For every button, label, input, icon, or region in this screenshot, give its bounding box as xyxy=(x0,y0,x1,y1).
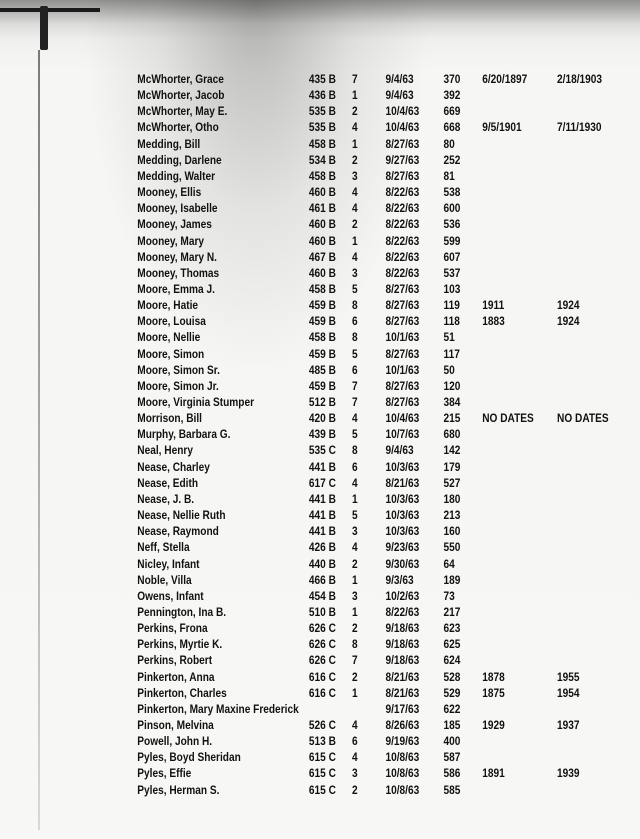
record-row xyxy=(0,575,563,591)
record-lot: 458 B xyxy=(308,138,336,151)
record-space: 6 xyxy=(352,736,358,749)
record-date: 9/27/63 xyxy=(385,154,420,167)
record-born: 1891 xyxy=(482,768,505,781)
record-lot: 458 B xyxy=(308,170,336,183)
record-name: Nease, Raymond xyxy=(137,526,219,539)
record-space: 4 xyxy=(352,203,358,216)
record-lot: 458 B xyxy=(308,332,336,345)
record-date: 8/27/63 xyxy=(385,397,420,409)
binding-clip xyxy=(40,6,48,50)
record-date: 8/22/63 xyxy=(385,267,420,280)
record-space: 8 xyxy=(352,639,358,652)
record-space: 4 xyxy=(352,720,358,732)
record-lot: 510 B xyxy=(308,606,336,619)
record-space: 1 xyxy=(352,235,358,248)
record-lot: 467 B xyxy=(308,251,336,264)
record-page: 160 xyxy=(443,526,461,539)
record-row xyxy=(0,429,563,445)
record-row xyxy=(0,752,563,768)
record-page: 185 xyxy=(443,720,461,732)
record-space: 5 xyxy=(352,348,358,361)
record-row xyxy=(0,413,609,429)
record-page: 527 xyxy=(443,477,461,490)
record-row xyxy=(0,542,563,558)
record-page: 550 xyxy=(443,542,461,555)
record-space: 2 xyxy=(352,623,358,636)
record-page: 529 xyxy=(443,687,461,700)
record-page: 180 xyxy=(443,493,461,506)
record-date: 8/27/63 xyxy=(385,348,420,361)
record-name: Owens, Infant xyxy=(137,590,204,603)
record-lot: 435 B xyxy=(308,74,336,86)
record-date: 9/30/63 xyxy=(385,558,420,571)
record-date: 10/8/63 xyxy=(385,752,420,765)
record-row xyxy=(0,203,563,219)
record-date: 9/4/63 xyxy=(385,90,414,103)
record-lot: 534 B xyxy=(308,154,336,167)
record-row xyxy=(0,720,580,736)
record-page: 392 xyxy=(443,90,461,103)
record-lot: 459 B xyxy=(308,348,336,361)
record-page: 668 xyxy=(443,122,461,135)
record-name: Moore, Simon Jr. xyxy=(137,380,219,393)
record-page: 587 xyxy=(443,752,461,765)
record-name: Neff, Stella xyxy=(137,542,190,555)
record-died: 1924 xyxy=(557,300,580,313)
record-date: 8/21/63 xyxy=(385,671,420,684)
record-space: 3 xyxy=(352,526,358,539)
record-row xyxy=(0,655,563,671)
record-page: 81 xyxy=(443,170,455,183)
record-lot: 441 B xyxy=(308,526,336,539)
record-lot: 458 B xyxy=(308,283,336,296)
record-lot: 616 C xyxy=(308,687,336,700)
record-date: 9/4/63 xyxy=(385,74,414,86)
record-space: 2 xyxy=(352,219,358,232)
record-page: 51 xyxy=(443,332,455,345)
record-name: Nease, Nellie Ruth xyxy=(137,510,226,523)
binding-mark xyxy=(0,8,100,12)
record-lot: 535 B xyxy=(308,122,336,135)
record-name: Nease, J. B. xyxy=(137,493,195,506)
record-name: Medding, Bill xyxy=(137,138,201,151)
record-space: 2 xyxy=(352,671,358,684)
record-lot: 616 C xyxy=(308,671,336,684)
record-lot: 513 B xyxy=(308,736,336,749)
record-date: 10/3/63 xyxy=(385,493,420,506)
record-space: 2 xyxy=(352,154,358,167)
record-space: 8 xyxy=(352,300,358,313)
record-page: 528 xyxy=(443,671,461,684)
record-space: 5 xyxy=(352,283,358,296)
record-row xyxy=(0,768,580,784)
record-lot: 615 C xyxy=(308,784,336,797)
record-space: 2 xyxy=(352,558,358,571)
record-date: 8/21/63 xyxy=(385,687,420,700)
record-name: Perkins, Robert xyxy=(137,655,213,668)
record-page: 213 xyxy=(443,510,461,523)
record-row xyxy=(0,462,563,478)
record-name: McWhorter, Jacob xyxy=(137,90,225,103)
record-lot: 420 B xyxy=(308,413,336,426)
record-born: 1883 xyxy=(482,316,505,329)
record-born: 1878 xyxy=(482,671,505,684)
record-name: Mooney, Ellis xyxy=(137,187,202,200)
record-lot: 535 B xyxy=(308,106,336,119)
record-name: Moore, Simon Sr. xyxy=(137,364,220,377)
record-lot: 459 B xyxy=(308,380,336,393)
record-date: 8/22/63 xyxy=(385,203,420,216)
record-date: 8/22/63 xyxy=(385,251,420,264)
record-date: 8/27/63 xyxy=(385,316,420,329)
record-space: 1 xyxy=(352,493,358,506)
record-page: 536 xyxy=(443,219,461,232)
record-row xyxy=(0,219,563,235)
record-page: 622 xyxy=(443,703,461,716)
record-date: 10/3/63 xyxy=(385,510,420,523)
record-date: 9/23/63 xyxy=(385,542,420,555)
record-born: 6/20/1897 xyxy=(482,74,528,86)
record-lot: 461 B xyxy=(308,203,336,216)
record-lot: 460 B xyxy=(308,235,336,248)
record-name: Moore, Nellie xyxy=(137,332,201,345)
record-space: 6 xyxy=(352,364,358,377)
record-lot: 459 B xyxy=(308,316,336,329)
record-page: 217 xyxy=(443,606,461,619)
record-page: 118 xyxy=(443,316,460,329)
record-lot: 626 C xyxy=(308,623,336,636)
record-name: Moore, Simon xyxy=(137,348,205,361)
record-date: 10/7/63 xyxy=(385,429,420,442)
record-born: 1929 xyxy=(482,720,505,732)
record-page: 189 xyxy=(443,574,461,587)
record-lot: 460 B xyxy=(308,219,336,232)
record-page: 585 xyxy=(443,784,461,797)
record-row xyxy=(0,90,563,106)
record-name: McWhorter, Grace xyxy=(137,74,224,86)
record-space: 4 xyxy=(352,542,358,555)
record-name: Pennington, Ina B. xyxy=(137,606,227,619)
record-row xyxy=(0,687,580,704)
record-page: 120 xyxy=(443,380,461,393)
record-born: NO DATES xyxy=(482,413,534,426)
record-name: Medding, Walter xyxy=(137,170,216,183)
record-date: 10/4/63 xyxy=(385,122,420,135)
record-space: 4 xyxy=(352,413,358,426)
record-lot: 436 B xyxy=(308,90,336,103)
record-row xyxy=(0,252,563,268)
record-page: 179 xyxy=(443,461,461,474)
record-died: NO DATES xyxy=(557,413,609,426)
record-lot: 466 B xyxy=(308,574,336,587)
record-born: 1875 xyxy=(482,687,505,700)
record-lot: 440 B xyxy=(308,558,336,571)
record-page: 680 xyxy=(443,429,461,442)
record-row xyxy=(0,74,603,90)
record-row xyxy=(0,187,563,203)
record-date: 8/26/63 xyxy=(385,720,420,732)
record-lot: 454 B xyxy=(308,590,336,603)
record-row xyxy=(0,139,563,155)
record-date: 8/21/63 xyxy=(385,477,420,490)
record-died: 7/11/1930 xyxy=(557,122,602,135)
record-space: 8 xyxy=(352,332,358,345)
record-name: Nease, Charley xyxy=(137,461,210,474)
record-page: 50 xyxy=(443,364,455,377)
record-name: Mooney, Thomas xyxy=(137,267,220,280)
record-date: 9/17/63 xyxy=(385,703,420,716)
record-row xyxy=(0,478,563,494)
record-space: 3 xyxy=(352,768,358,781)
record-date: 10/8/63 xyxy=(385,784,420,797)
record-space: 7 xyxy=(352,397,358,409)
record-space: 4 xyxy=(352,752,358,765)
record-space: 4 xyxy=(352,251,358,264)
record-lot: 617 C xyxy=(308,477,336,490)
record-space: 1 xyxy=(352,138,358,151)
record-lot: 512 B xyxy=(308,397,336,409)
record-page: 669 xyxy=(443,106,461,119)
record-name: Moore, Emma J. xyxy=(137,283,215,296)
record-name: Pinkerton, Anna xyxy=(137,671,215,684)
record-row xyxy=(0,171,563,187)
record-row xyxy=(0,639,563,655)
record-name: Pinson, Melvina xyxy=(137,720,214,732)
record-date: 10/1/63 xyxy=(385,364,420,377)
record-page: 623 xyxy=(443,623,461,636)
record-space: 8 xyxy=(352,445,358,458)
record-row xyxy=(0,122,602,138)
record-date: 8/27/63 xyxy=(385,283,420,296)
record-date: 8/27/63 xyxy=(385,300,420,313)
record-date: 8/22/63 xyxy=(385,235,420,248)
record-space: 3 xyxy=(352,267,358,280)
record-row xyxy=(0,785,563,801)
record-row xyxy=(0,510,563,526)
record-page: 599 xyxy=(443,235,461,248)
record-date: 10/1/63 xyxy=(385,332,420,345)
record-lot: 439 B xyxy=(308,429,336,442)
record-date: 9/3/63 xyxy=(385,574,414,587)
record-space: 2 xyxy=(352,784,358,797)
record-space: 3 xyxy=(352,590,358,603)
record-page: 400 xyxy=(443,736,461,749)
record-row xyxy=(0,607,563,623)
record-lot: 441 B xyxy=(308,461,336,474)
record-lot: 615 C xyxy=(308,768,336,781)
record-page: 73 xyxy=(443,590,455,603)
record-space: 6 xyxy=(352,461,358,474)
record-space: 6 xyxy=(352,316,358,329)
record-row xyxy=(0,623,563,639)
record-space: 1 xyxy=(352,687,358,700)
record-row xyxy=(0,591,563,607)
record-date: 8/22/63 xyxy=(385,187,420,200)
record-name: Pyles, Effie xyxy=(137,768,192,781)
record-page: 538 xyxy=(443,187,461,200)
record-date: 10/4/63 xyxy=(385,413,420,426)
record-date: 8/22/63 xyxy=(385,606,420,619)
record-lot: 626 C xyxy=(308,639,336,652)
record-name: Pyles, Boyd Sheridan xyxy=(137,752,241,765)
record-page: 607 xyxy=(443,251,461,264)
record-row xyxy=(0,381,563,397)
record-name: Neal, Henry xyxy=(137,445,193,458)
record-date: 8/27/63 xyxy=(385,170,420,183)
record-page: 142 xyxy=(443,445,461,458)
record-lot: 626 C xyxy=(308,655,336,668)
record-date: 8/22/63 xyxy=(385,219,420,232)
record-page: 64 xyxy=(443,558,455,571)
record-row xyxy=(0,106,563,122)
record-name: Pinkerton, Charles xyxy=(137,687,227,700)
record-name: Pyles, Herman S. xyxy=(137,784,220,797)
record-row xyxy=(0,236,563,252)
record-space: 7 xyxy=(352,380,358,393)
record-space: 1 xyxy=(352,606,358,619)
record-born: 1911 xyxy=(482,300,505,313)
record-died: 1937 xyxy=(557,720,580,732)
record-space: 5 xyxy=(352,510,358,523)
record-row xyxy=(0,316,580,332)
record-name: Moore, Virginia Stumper xyxy=(137,397,255,409)
record-name: Mooney, Mary N. xyxy=(137,251,217,264)
record-name: Perkins, Myrtie K. xyxy=(137,639,223,652)
record-name: Perkins, Frona xyxy=(137,623,208,636)
record-died: 2/18/1903 xyxy=(557,74,603,86)
record-space: 3 xyxy=(352,170,358,183)
record-name: Mooney, James xyxy=(137,219,212,232)
record-lot: 426 B xyxy=(308,542,336,555)
record-row xyxy=(0,704,563,720)
record-name: Moore, Louisa xyxy=(137,316,206,329)
record-lot: 526 C xyxy=(308,720,336,732)
record-name: Mooney, Isabelle xyxy=(137,203,218,216)
record-row xyxy=(0,284,563,300)
record-date: 9/19/63 xyxy=(385,736,420,749)
record-space: 2 xyxy=(352,106,358,119)
record-lot: 441 B xyxy=(308,510,336,523)
record-name: Powell, John H. xyxy=(137,736,213,749)
record-date: 8/27/63 xyxy=(385,138,420,151)
record-page: 252 xyxy=(443,154,461,167)
record-page: 586 xyxy=(443,768,461,781)
record-page: 215 xyxy=(443,413,461,426)
record-row xyxy=(0,332,563,348)
record-name: Nease, Edith xyxy=(137,477,199,490)
record-died: 1939 xyxy=(557,768,580,781)
record-lot: 460 B xyxy=(308,267,336,280)
record-space: 1 xyxy=(352,574,358,587)
record-lot: 459 B xyxy=(308,300,336,313)
record-name: Mooney, Mary xyxy=(137,235,205,248)
record-lot: 485 B xyxy=(308,364,336,377)
record-row xyxy=(0,155,563,171)
record-name: Noble, Villa xyxy=(137,574,192,587)
record-space: 4 xyxy=(352,122,358,135)
record-space: 7 xyxy=(352,655,358,668)
record-lot: 441 B xyxy=(308,493,336,506)
record-date: 9/4/63 xyxy=(385,445,414,458)
record-row xyxy=(0,559,563,575)
record-born: 9/5/1901 xyxy=(482,122,522,135)
record-row xyxy=(0,300,580,316)
record-date: 10/3/63 xyxy=(385,461,420,474)
record-row xyxy=(0,365,563,381)
record-row xyxy=(0,736,563,752)
record-name: McWhorter, Otho xyxy=(137,122,219,135)
record-page: 370 xyxy=(443,74,461,86)
record-row xyxy=(0,526,563,542)
record-row xyxy=(0,349,563,365)
record-date: 8/27/63 xyxy=(385,380,420,393)
record-date: 10/8/63 xyxy=(385,768,420,781)
record-name: Moore, Hatie xyxy=(137,300,199,313)
record-date: 10/2/63 xyxy=(385,590,420,603)
record-page: 537 xyxy=(443,267,461,280)
record-lot: 615 C xyxy=(308,752,336,765)
record-space: 4 xyxy=(352,187,358,200)
record-row xyxy=(0,397,563,413)
record-lot: 460 B xyxy=(308,187,336,200)
record-name: Murphy, Barbara G. xyxy=(137,429,231,442)
record-row xyxy=(0,268,563,284)
record-page: 103 xyxy=(443,283,461,296)
record-date: 10/3/63 xyxy=(385,526,420,539)
record-page: 600 xyxy=(443,203,461,216)
record-date: 9/18/63 xyxy=(385,639,420,652)
record-page: 80 xyxy=(443,138,455,151)
record-date: 10/4/63 xyxy=(385,106,420,119)
record-died: 1955 xyxy=(557,671,580,684)
record-name: Morrison, Bill xyxy=(137,413,202,426)
record-row xyxy=(0,445,563,461)
record-row xyxy=(0,671,580,688)
record-name: McWhorter, May E. xyxy=(137,106,228,119)
record-space: 1 xyxy=(352,90,358,103)
record-date: 9/18/63 xyxy=(385,655,420,668)
record-died: 1954 xyxy=(557,687,580,700)
record-page: 624 xyxy=(443,655,461,668)
record-page: 117 xyxy=(443,348,460,361)
record-name: Pinkerton, Mary Maxine Frederick xyxy=(137,703,299,716)
record-space: 5 xyxy=(352,429,358,442)
record-name: Medding, Darlene xyxy=(137,154,222,167)
record-space: 4 xyxy=(352,477,358,490)
scan-shadow xyxy=(0,0,640,40)
record-died: 1924 xyxy=(557,316,580,329)
record-date: 9/18/63 xyxy=(385,623,420,636)
record-name: Nicley, Infant xyxy=(137,558,200,571)
record-lot: 535 C xyxy=(308,445,336,458)
record-page: 384 xyxy=(443,397,461,409)
record-space: 7 xyxy=(352,74,358,86)
record-page: 119 xyxy=(443,300,460,313)
record-row xyxy=(0,494,563,510)
record-page: 625 xyxy=(443,639,461,652)
